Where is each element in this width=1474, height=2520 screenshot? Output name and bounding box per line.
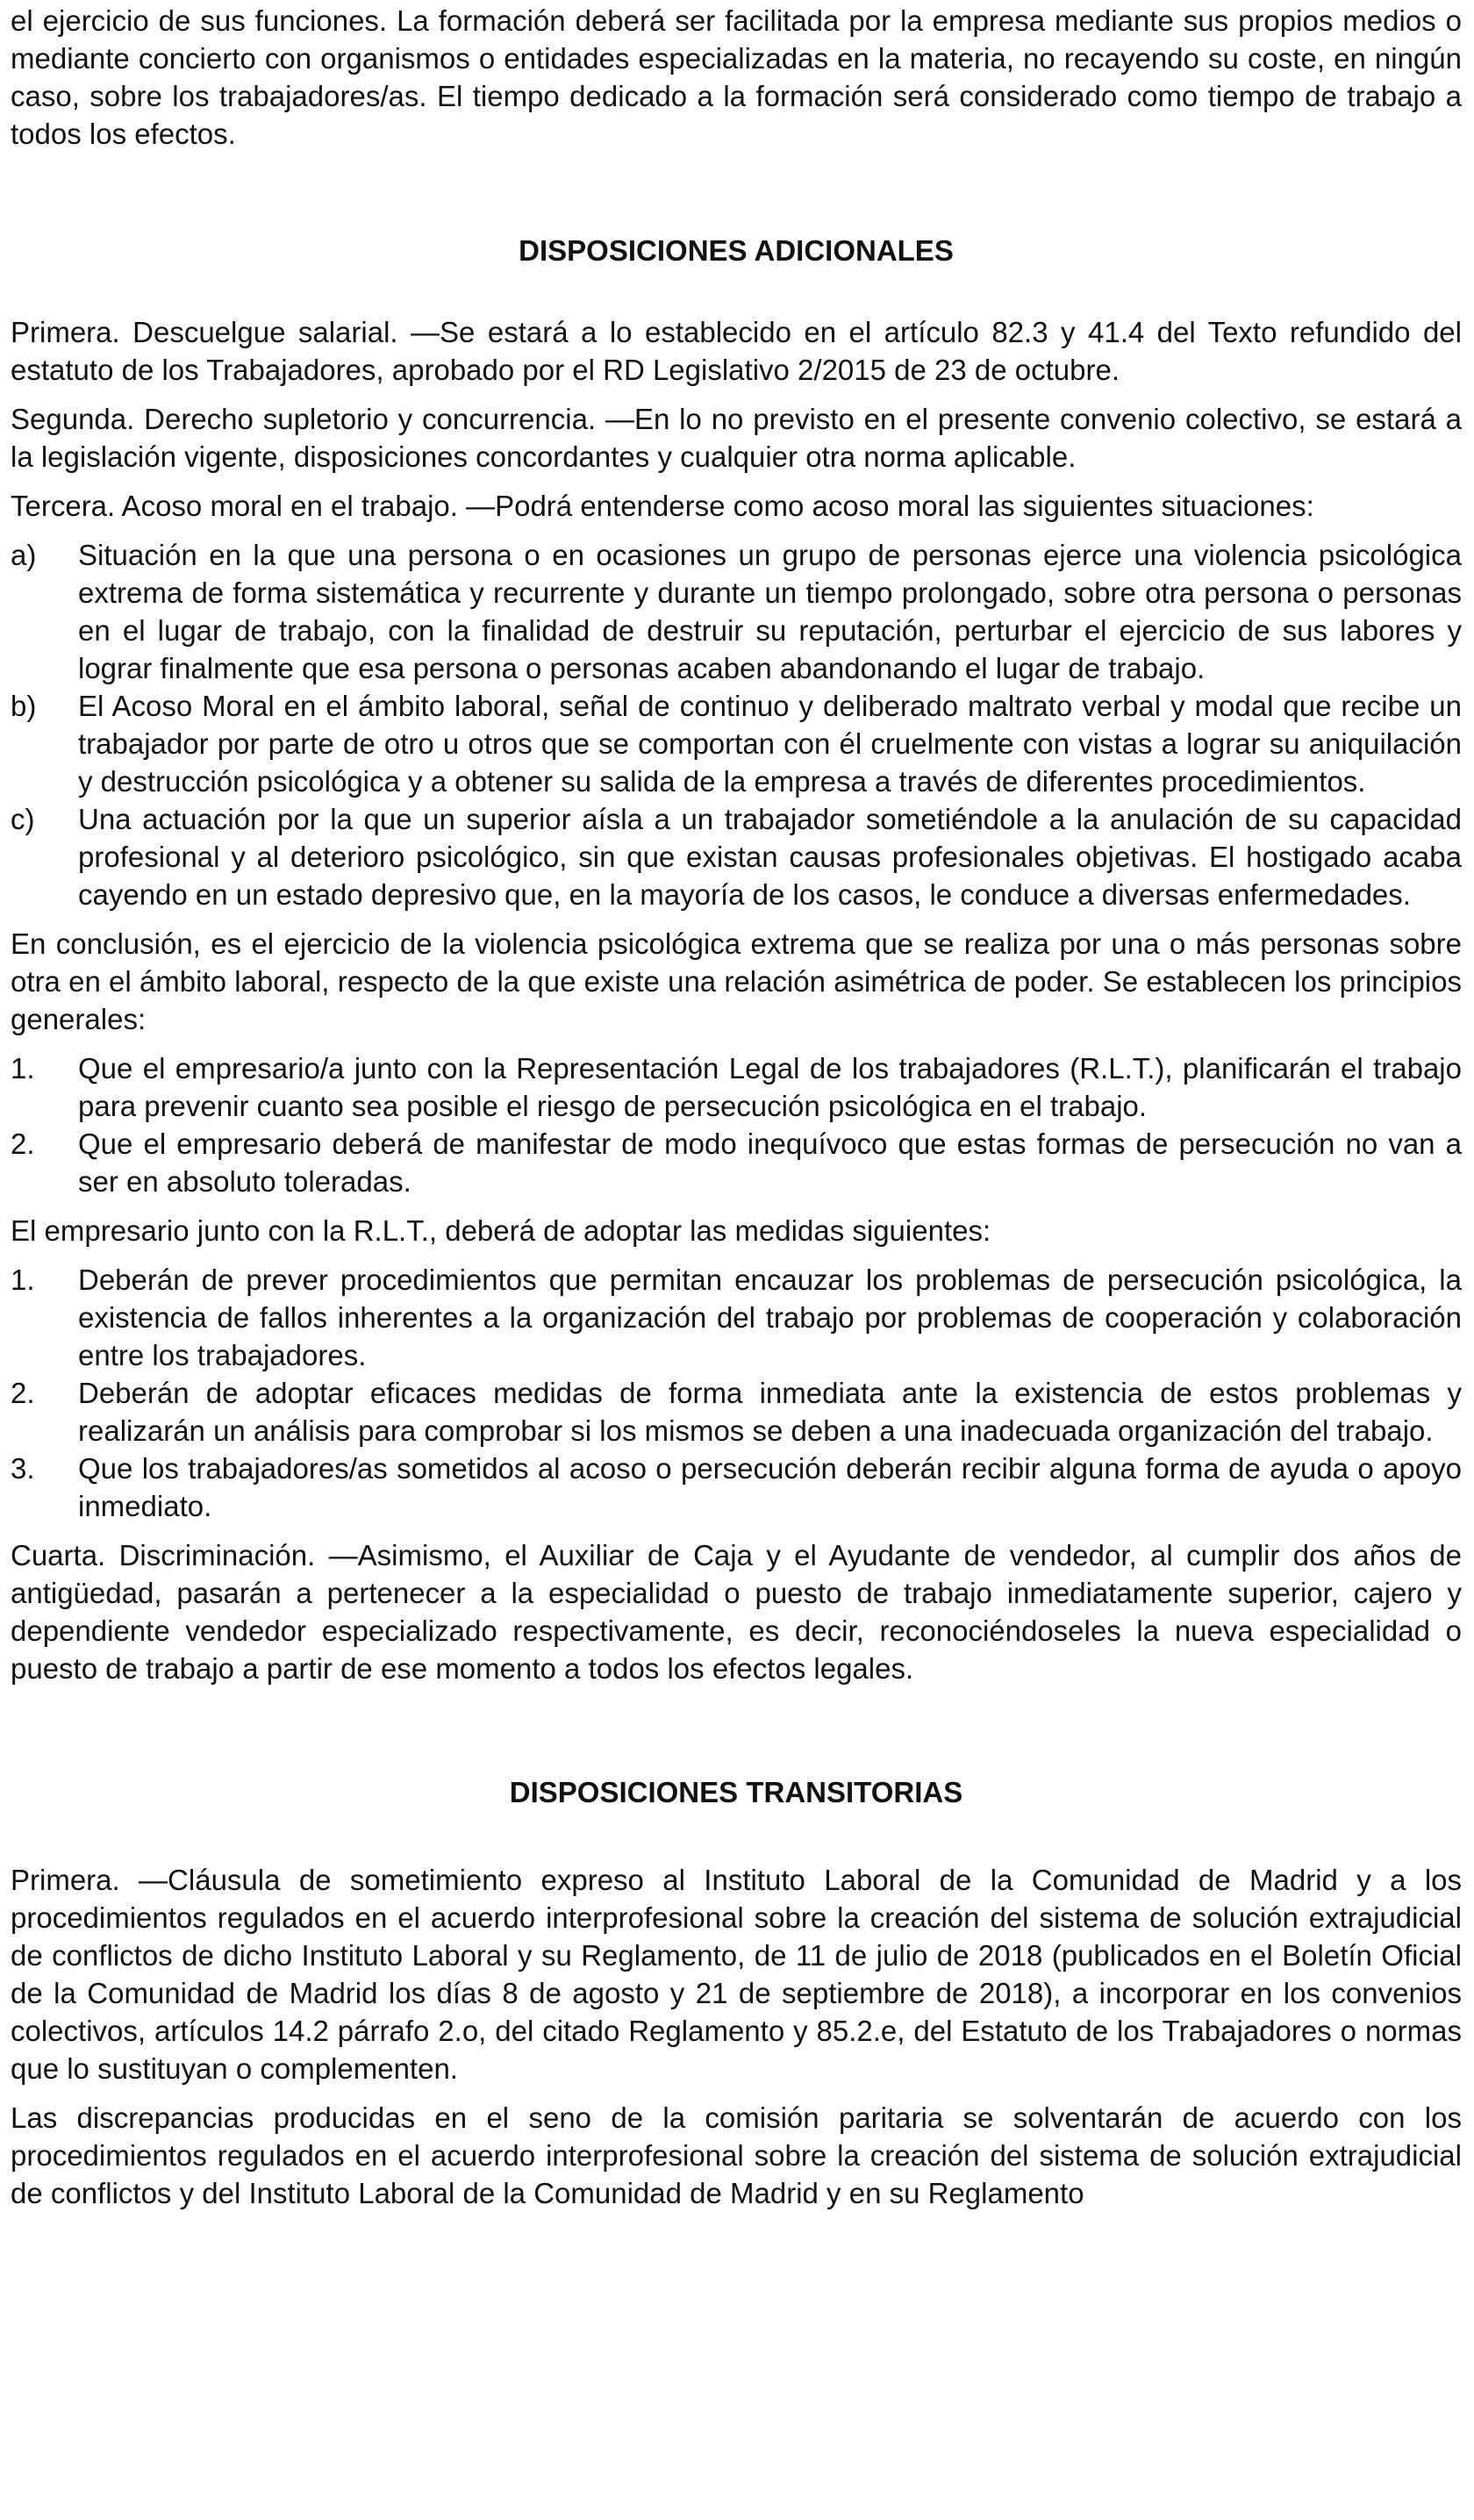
situaciones-list: [11, 536, 1462, 913]
list-item-text: Que el empresario/a junto con la Representación Legal de los trabajadores (R.L.T.), planificarán el trabajo para prevenir cuanto sea posible el riesgo de persecución psicológica en el trabajo.: [78, 1052, 1462, 1122]
list-marker: 1.: [11, 1052, 35, 1085]
list-marker: 2.: [11, 1377, 35, 1409]
transitoria-primera: Primera. —Cláusula de sometimiento expreso al Instituto Laboral de la Comunidad de Madrid y a los procedimientos regulados en el acuerdo interprofesional sobre la creación del sistema de solución extrajudicial de conflictos de dicho Instituto Laboral y su Reglamento, de 11 de julio de 2018 (publicados en el Boletín Oficial de la Comunidad de Madrid los días 8 de agosto y 21 de septiembre de 2018), a incorporar en los convenios colectivos, artículos 14.2 párrafo 2.o, del citado Reglamento y 85.2.e, del Estatuto de los Trabajadores o normas que lo sustituyan o complementen.: [11, 1864, 1462, 2085]
document-page: [11, 0, 1462, 2223]
list-item: [11, 1261, 1462, 1374]
list-marker: 3.: [11, 1452, 35, 1485]
list-item: [11, 687, 1462, 800]
list-marker: 2.: [11, 1128, 35, 1160]
adicional-primera: Primera. Descuelgue salarial. —Se estará a lo establecido en el artículo 82.3 y 41.4 del Texto refundido del estatuto de los Trabajadores, aprobado por el RD Legislativo 2/2015 de 23 de octubre.: [11, 316, 1462, 386]
list-item-text: Que el empresario deberá de manifestar de modo inequívoco que estas formas de persecución no van a ser en absoluto toleradas.: [78, 1128, 1462, 1198]
medidas-intro: El empresario junto con la R.L.T., deberá de adoptar las medidas siguientes:: [11, 1214, 991, 1247]
list-item-text: Deberán de prever procedimientos que permitan encauzar los problemas de persecución psicológica, la existencia de fallos inherentes a la organización del trabajo por problemas de cooperación y colaboración entre los trabajadores.: [78, 1264, 1462, 1371]
list-marker: c): [11, 803, 35, 835]
transitoria-discrepancias: Las discrepancias producidas en el seno de la comisión paritaria se solventarán de acuerdo con los procedimientos regulados en el acuerdo interprofesional sobre la creación del sistema de solución extrajudicial de conflictos y del Instituto Laboral de la Comunidad de Madrid y en su Reglamento: [11, 2101, 1462, 2209]
conclusion-paragraph: En conclusión, es el ejercicio de la violencia psicológica extrema que se realiza por una o más personas sobre otra en el ámbito laboral, respecto de la que existe una relación asimétrica de poder. Se establecen los principios generales:: [11, 927, 1462, 1035]
adicional-segunda: Segunda. Derecho supletorio y concurrencia. —En lo no previsto en el presente convenio colectivo, se estará a la legislación vigente, disposiciones concordantes y cualquier otra norma aplicable.: [11, 403, 1462, 473]
heading-disposiciones-adicionales: DISPOSICIONES ADICIONALES: [519, 234, 954, 267]
list-item: [11, 1125, 1462, 1200]
list-item-text: Que los trabajadores/as sometidos al acoso o persecución deberán recibir alguna forma de ayuda o apoyo inmediato.: [78, 1452, 1462, 1522]
list-item: [11, 1450, 1462, 1525]
intro-paragraph: el ejercicio de sus funciones. La formación deberá ser facilitada por la empresa mediante sus propios medios o mediante concierto con organismos o entidades especializadas en la materia, no recayendo su coste, en ningún caso, sobre los trabajadores/as. El tiempo dedicado a la formación será considerado como tiempo de trabajo a todos los efectos.: [11, 4, 1462, 150]
list-item-text: Una actuación por la que un superior aísla a un trabajador sometiéndole a la anulación de su capacidad profesional y al deterioro psicológico, sin que existan causas profesionales objetivas. El hostigado acaba cayendo en un estado depresivo que, en la mayoría de los casos, le conduce a diversas enfermedades.: [78, 803, 1462, 911]
list-marker: b): [11, 690, 37, 722]
list-item: [11, 1374, 1462, 1450]
list-marker: a): [11, 539, 37, 571]
adicional-cuarta: Cuarta. Discriminación. —Asimismo, el Auxiliar de Caja y el Ayudante de vendedor, al cumplir dos años de antigüedad, pasarán a pertenecer a la especialidad o puesto de trabajo inmediatamente superior, cajero y dependiente vendedor especializado respectivamente, es decir, reconociéndoseles la nueva especialidad o puesto de trabajo a partir de ese momento a todos los efectos legales.: [11, 1539, 1462, 1685]
list-marker: 1.: [11, 1264, 35, 1296]
list-item: [11, 800, 1462, 913]
medidas-list: [11, 1261, 1462, 1525]
adicional-tercera: Tercera. Acoso moral en el trabajo. —Podrá entenderse como acoso moral las siguientes situaciones:: [11, 490, 1314, 522]
list-item-text: Situación en la que una persona o en ocasiones un grupo de personas ejerce una violencia psicológica extrema de forma sistemática y recurrente y durante un tiempo prolongado, sobre otra persona o personas en el lugar de trabajo, con la finalidad de destruir su reputación, perturbar el ejercicio de sus labores y lograr finalmente que esa persona o personas acaben abandonando el lugar de trabajo.: [78, 539, 1462, 684]
list-item: [11, 536, 1462, 687]
principios-list: [11, 1049, 1462, 1200]
list-item: [11, 1049, 1462, 1125]
list-item-text: El Acoso Moral en el ámbito laboral, señal de continuo y deliberado maltrato verbal y modal que recibe un trabajador por parte de otro u otros que se comportan con él cruelmente con vistas a lograr su aniquilación y destrucción psicológica y a obtener su salida de la empresa a través de diferentes procedimientos.: [78, 690, 1462, 798]
list-item-text: Deberán de adoptar eficaces medidas de forma inmediata ante la existencia de estos problemas y realizarán un análisis para comprobar si los mismos se deben a una inadecuada organización del trabajo.: [78, 1377, 1462, 1447]
heading-disposiciones-transitorias: DISPOSICIONES TRANSITORIAS: [509, 1776, 963, 1808]
